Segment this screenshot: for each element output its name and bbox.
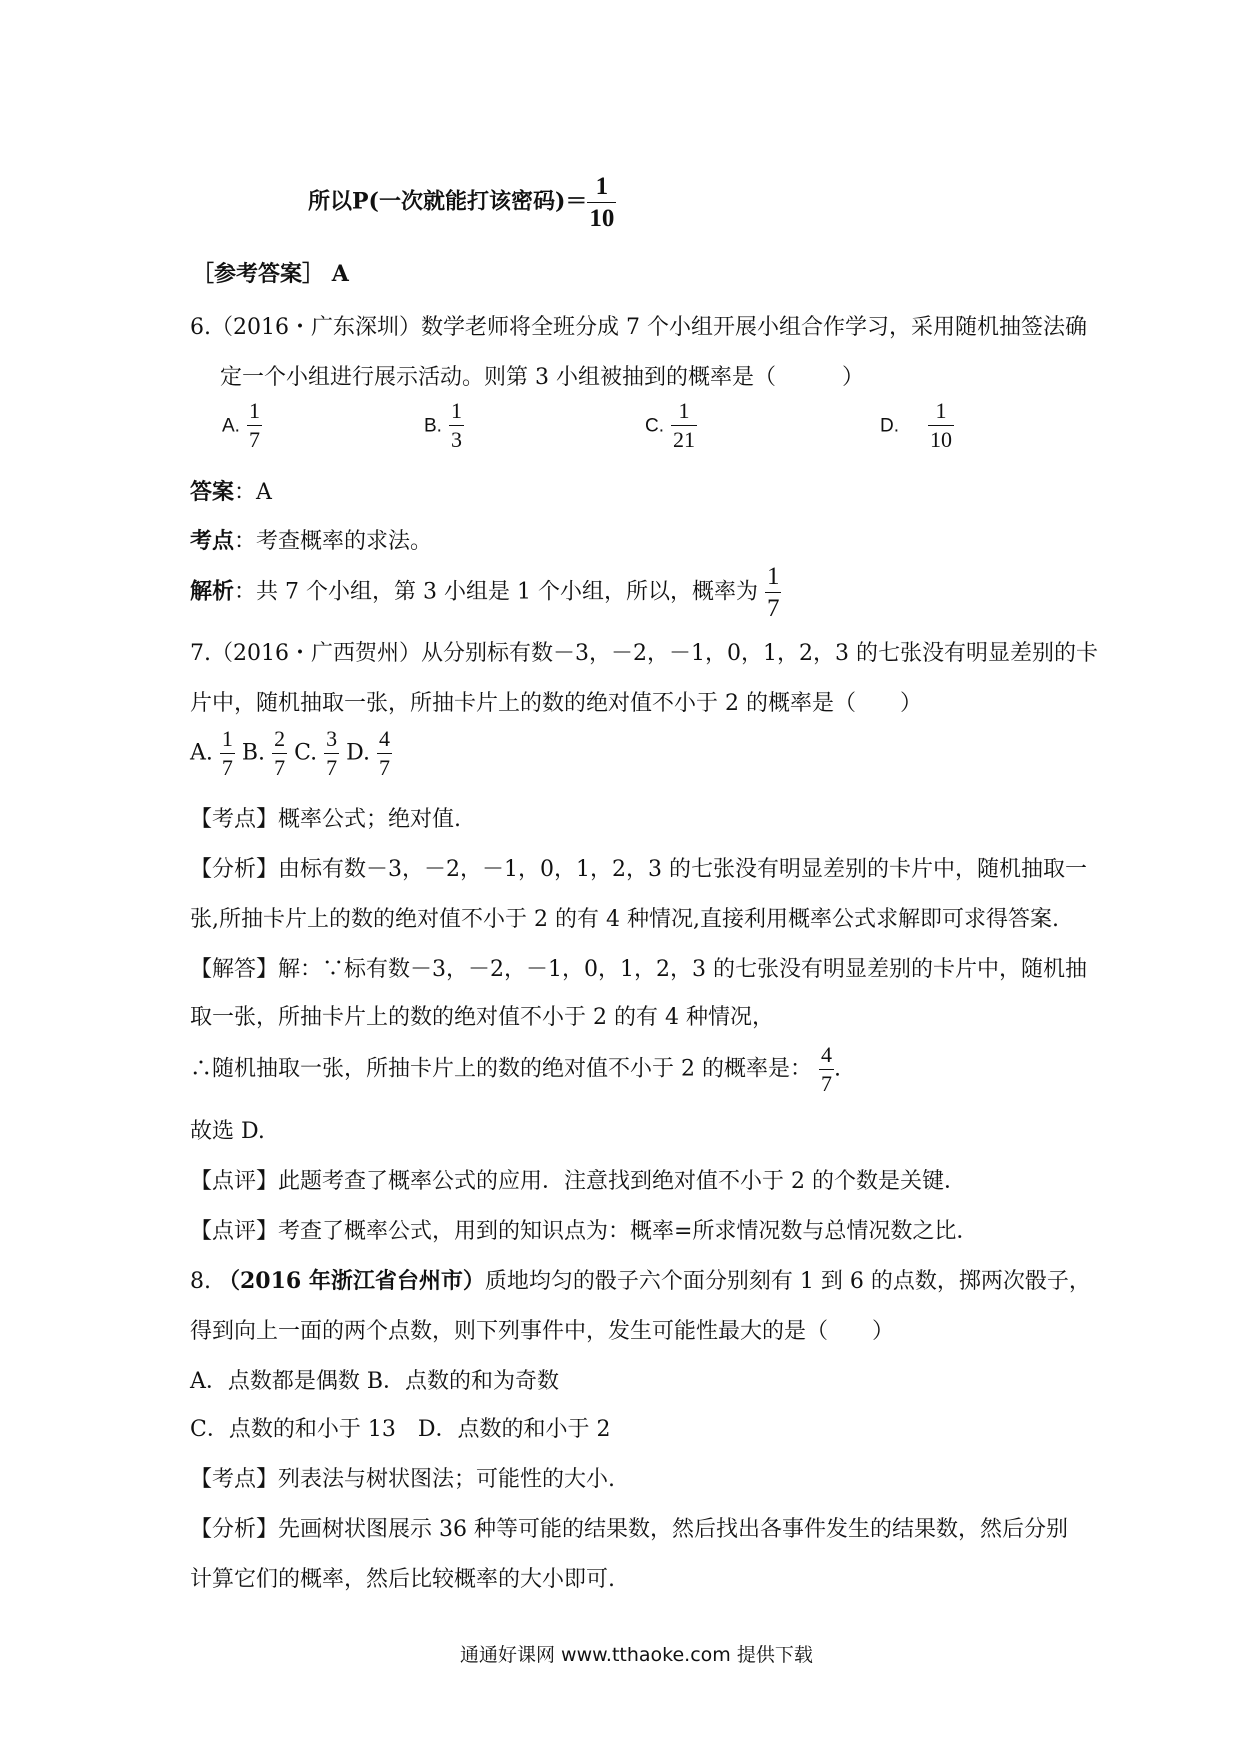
q7-option-b-fraction (272, 728, 287, 779)
q6-option-c-fraction (671, 400, 697, 451)
q6-option-b-fraction (449, 400, 464, 451)
q6-d-num: 1 (935, 398, 947, 423)
q7-fenxi-line1: 【分析】由标有数－3，－2，－1，0，1，2，3 的七张没有明显差别的卡片中，随机抽取一 (190, 857, 1087, 882)
q6-a-den: 7 (248, 427, 260, 452)
q7-c-num: 3 (326, 726, 338, 751)
q6-option-b-letter: B. (424, 415, 442, 437)
q7-therefore-end: . (834, 1056, 841, 1082)
q6-analysis-text: ：共 7 个小组，第 3 小组是 1 个小组，所以，概率为 (234, 579, 758, 605)
q7-dianping-2: 【点评】考查了概率公式，用到的知识点为：概率=所求情况数与总情况数之比． (190, 1219, 979, 1244)
q6-stem-line2: 定一个小组进行展示活动。则第 3 小组被抽到的概率是（ ） (220, 365, 864, 390)
q7-jieda-line1: 【解答】解：∵标有数－3，－2，－1，0，1，2，3 的七张没有明显差别的卡片中，随机抽 (190, 957, 1087, 982)
q6-analysis-num: 1 (766, 563, 780, 590)
q6-analysis-den: 7 (765, 592, 782, 621)
q7-b-num: 2 (274, 726, 286, 751)
q6-d-den: 10 (930, 427, 952, 452)
q6-a-num: 1 (248, 398, 260, 423)
q6-analysis (190, 564, 781, 621)
q7-option-c-fraction (324, 728, 339, 779)
page-footer: 通通好课网 www.tthaoke.com 提供下载 (460, 1644, 813, 1666)
q7-stem-line1: 7.（2016・广西贺州）从分别标有数－3，－2，－1，0，1，2，3 的七张没有明显差别的卡 (190, 641, 1098, 666)
q7-therefore-line (190, 1044, 841, 1095)
q7-dianping-1: 【点评】此题考查了概率公式的应用．注意找到绝对值不小于 2 的个数是关键． (190, 1169, 966, 1194)
q6-option-d-fraction (928, 400, 954, 451)
q6-point (190, 524, 432, 555)
q6-option-b (424, 400, 464, 451)
q8-options-ab: A．点数都是偶数 B．点数的和为奇数 (190, 1369, 560, 1394)
q7-option-a-fraction (220, 728, 235, 779)
q8-stem-line2: 得到向上一面的两个点数，则下列事件中，发生可能性最大的是（ ） (190, 1319, 895, 1344)
q6-answer (190, 475, 272, 506)
q8-stem-line1-text: 质地均匀的骰子六个面分别刻有 1 到 6 的点数，掷两次骰子， (484, 1269, 1091, 1294)
q8-number: 8. (190, 1269, 211, 1294)
q8-fenxi-line2: 计算它们的概率，然后比较概率的大小即可. (190, 1567, 615, 1592)
q6-b-num: 1 (450, 398, 462, 423)
q7-jieda-line2: 取一张，所抽卡片上的数的绝对值不小于 2 的有 4 种情况， (190, 1005, 774, 1030)
q7-b-den: 7 (274, 755, 286, 780)
q7-a-den: 7 (221, 755, 233, 780)
formula-frac-num: 1 (595, 173, 609, 200)
q7-therefore-text: ∴随机抽取一张，所抽卡片上的数的绝对值不小于 2 的概率是： (190, 1056, 812, 1082)
q7-therefore-den: 7 (821, 1071, 832, 1096)
q6-c-num: 1 (678, 398, 690, 423)
q6-answer-text: ：A (234, 480, 272, 505)
q8-options-cd: C．点数的和小于 13 D．点数的和小于 2 (190, 1417, 611, 1442)
q6-analysis-fraction (765, 564, 782, 621)
q6-point-label: 考点 (190, 528, 235, 554)
q8-stem-line1 (190, 1264, 1091, 1295)
q8-kaodian: 【考点】列表法与树状图法；可能性的大小. (190, 1467, 615, 1492)
q7-a-num: 1 (221, 726, 233, 751)
q6-option-c (645, 400, 697, 451)
q6-stem-line1: 6.（2016・广东深圳）数学老师将全班分成 7 个小组开展小组合作学习，采用随机抽签法确 (190, 315, 1087, 340)
q7-option-d-fraction (377, 728, 392, 779)
q7-option-a-letter: A. (190, 740, 213, 766)
q7-option-b-letter: B. (241, 740, 266, 766)
q7-therefore-num: 4 (821, 1042, 832, 1067)
formula-frac-den: 10 (587, 202, 616, 231)
q6-analysis-label: 解析 (190, 578, 235, 605)
q7-d-num: 4 (378, 726, 390, 751)
q7-c-den: 7 (326, 755, 338, 780)
q6-answer-label: 答案 (190, 479, 235, 505)
formula-prefix: 所以P(一次就能打该密码)＝ (308, 188, 588, 215)
reference-answer (192, 257, 349, 288)
q7-stem-line2: 片中，随机抽取一张，所抽卡片上的数的绝对值不小于 2 的概率是（ ） (190, 691, 922, 716)
reference-answer-label: ［参考答案］ (192, 261, 325, 287)
q6-b-den: 3 (450, 427, 462, 452)
q6-option-c-letter: C. (645, 415, 664, 437)
q7-option-d-letter: D. (346, 740, 370, 766)
q8-source: （2016 年浙江省台州市） (218, 1268, 485, 1294)
q6-point-text: ：考查概率的求法。 (234, 529, 433, 554)
q6-option-a-letter: A. (222, 415, 240, 437)
formula-fraction (587, 174, 616, 231)
q8-fenxi-line1: 【分析】先画树状图展示 36 种等可能的结果数，然后找出各事件发生的结果数，然后分别 (190, 1517, 1068, 1542)
q6-option-d (880, 400, 954, 451)
q6-c-den: 21 (673, 427, 695, 452)
q6-option-d-letter: D. (880, 415, 899, 437)
reference-answer-value: A (331, 261, 349, 287)
q7-options (190, 728, 392, 779)
q7-d-den: 7 (378, 755, 390, 780)
q7-fenxi-line2: 张,所抽卡片上的数的绝对值不小于 2 的有 4 种情况,直接利用概率公式求解即可求得答案. (190, 907, 1059, 932)
formula-line (308, 174, 616, 231)
q7-therefore-fraction (819, 1044, 834, 1095)
q7-option-c-letter: C. (294, 740, 318, 766)
q6-option-a (222, 400, 262, 451)
q6-option-a-fraction (247, 400, 262, 451)
q7-kaodian: 【考点】概率公式；绝对值. (190, 807, 461, 832)
q7-choose: 故选 D. (190, 1119, 265, 1144)
